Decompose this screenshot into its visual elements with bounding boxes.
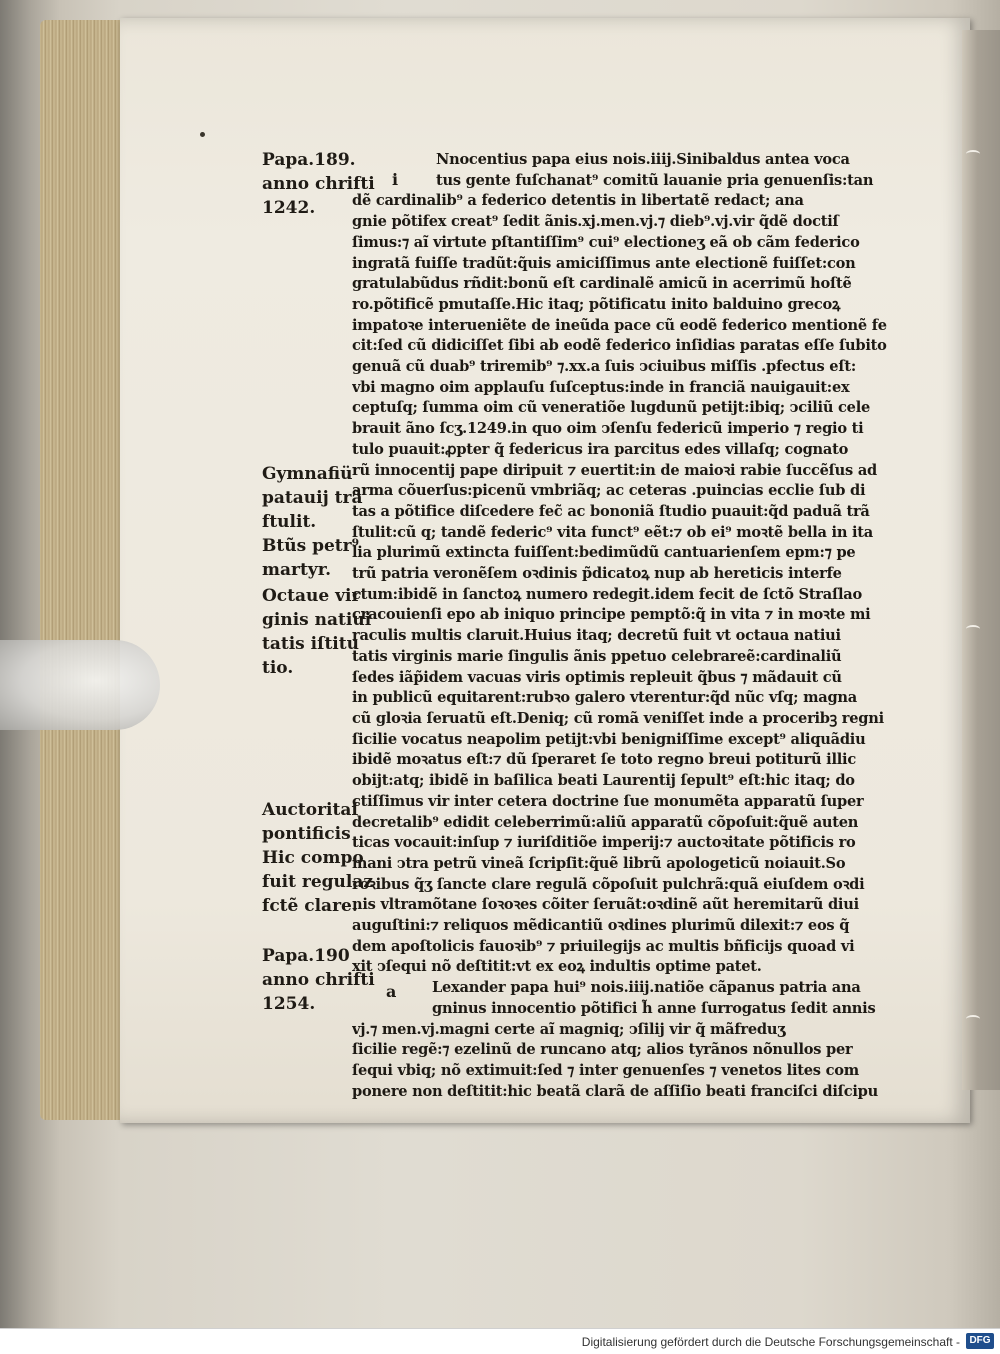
finger-holding-page bbox=[0, 640, 160, 730]
book-gutter bbox=[962, 30, 1000, 1090]
text-line: mani ↄtra petrũ vineã ſcripſit:q̃uẽ librũ apologeticũ noiauit.So bbox=[352, 854, 846, 872]
margin-note-line: martyr. bbox=[262, 560, 332, 580]
margin-note-line: fctẽ clare. bbox=[262, 896, 358, 916]
ink-spot bbox=[200, 132, 205, 137]
text-line: roꝛibus q̃ʒ ſancte clare regulã cõpoſuit pulchrã:quã eiuſdem oꝛdi bbox=[352, 875, 865, 893]
text-line: ceptuſq; ſumma oim cũ veneratiõe lugdunũ petijt:ibiq; ↄciliũ cele bbox=[352, 399, 871, 417]
text-line: gninus innocentio põtifici h̃ anne ſurrogatus ſedit annis bbox=[432, 999, 876, 1017]
margin-note-line: Octaue vir bbox=[262, 586, 361, 606]
main-text-column bbox=[352, 150, 912, 1102]
margin-note-line: ginis natiui bbox=[262, 610, 372, 630]
text-line: cit:ſed cũ didiciſſet ſibi ab eodẽ federico inſidias paratas eſſe ſubito bbox=[352, 337, 887, 355]
text-line: cracouienſi epo ab iniquo principe pemptõ:q̃ in vita ⁊ in moꝛte mi bbox=[352, 606, 871, 624]
text-line: brauit ãno ſcʒ.1249.in quo oim ↄſenſu federicũ imperio ⁊ regio ti bbox=[352, 420, 864, 438]
margin-note-line: Gymnafiü bbox=[262, 464, 353, 484]
margin-note-line: pontificis bbox=[262, 824, 351, 844]
margin-note-line: tio. bbox=[262, 658, 294, 678]
binding-thread bbox=[966, 150, 980, 158]
text-line: dem apoſtolicis fauoꝛib⁹ ⁊ priuilegijs ac multis bñficijs quoad vi bbox=[352, 937, 855, 955]
text-line: trũ patria veronẽſem oꝛdinis p̃dicatoꝝ nup ab hereticis interfe bbox=[352, 565, 842, 583]
margin-note-line: 1254. bbox=[262, 994, 316, 1014]
text-line: tulo puauit:ꝓpter q̃ federicus ira parcitus edes villaſq; cognato bbox=[352, 440, 849, 458]
text-line: gnie põtifex creat⁹ ſedit ãnis.xj.men.vj.⁊ dieb⁹.vj.vir q̃dẽ doctiſ bbox=[352, 213, 839, 231]
text-line: vj.⁊ men.vj.magni certe aĩ magniq; ↄſilij vir q̃ mãfreduʒ bbox=[352, 1020, 786, 1038]
text-line: genuã cũ duab⁹ triremib⁹ ⁊.xx.a ſuis ↄciuibus miſſis .pfectus eſt: bbox=[352, 358, 857, 376]
margin-note-line: 1242. bbox=[262, 198, 316, 218]
text-line: ſequi vbiq; nõ extimuit:ſed ⁊ inter genuenſes ⁊ venetos lites com bbox=[352, 1061, 859, 1079]
text-line: gratulabũdus rñdit:bonũ eſt cardinalẽ amicũ in acerrimũ hoſtẽ bbox=[352, 275, 852, 293]
text-line: raculis multis claruit.Huius itaq; decretũ fuit vt octaua natiui bbox=[352, 627, 841, 645]
text-line: decretalib⁹ edidit celeberrimũ:aliũ apparatũ cõpoſuit:q̃uẽ auten bbox=[352, 813, 859, 831]
text-line: ſicilie vocatus neapolim petijt:vbi benigniſſime except⁹ aliquãdiu bbox=[352, 730, 866, 748]
margin-note-line: patauij trã bbox=[262, 488, 363, 508]
margin-note-line: anno chrifti bbox=[262, 970, 375, 990]
text-line: tus gente fuſchanat⁹ comitũ lauanie pria genuenſis:tan bbox=[436, 171, 874, 189]
margin-note-line: Papa.189. bbox=[262, 150, 356, 170]
text-line: in publicũ equitarent:rubꝛo galero vterentur:q̃d nũc vſq; magna bbox=[352, 689, 857, 707]
text-line: ingratã fuiſſe tradũt:q̃uis amiciſſimus ante electionẽ fuiſſet:con bbox=[352, 254, 856, 272]
text-line: rũ innocentij pape diripuit ⁊ euertit:in de maioꝛi rabie ſuccẽſus ad bbox=[352, 461, 877, 479]
text-line: ctiſſimus vir inter cetera doctrine ſue monumẽta apparatũ ſuper bbox=[352, 792, 864, 810]
text-line: tatis virginis marie ſingulis ãnis ppetuo celebrareẽ:cardinaliũ bbox=[352, 647, 842, 665]
margin-note-line: anno chrifti bbox=[262, 174, 375, 194]
margin-note-line: fuit regulaz bbox=[262, 872, 374, 892]
margin-note-line: tatis iſtitu bbox=[262, 634, 359, 654]
digitization-footer bbox=[0, 1328, 1000, 1354]
text-line: ctum:ibidẽ in ſanctoꝝ numero redegit.idem fecit de ſctõ Straſlao bbox=[352, 585, 862, 603]
text-line: ro.põtificẽ pmutaſſe.Hic itaq; põtificatu inito balduino grecoꝝ bbox=[352, 295, 841, 313]
text-line: auguſtini:⁊ reliquos mẽdicantiũ oꝛdines plurimũ dilexit:⁊ eos q̃ bbox=[352, 917, 850, 935]
margin-note-line: Btũs petr⁹ bbox=[262, 536, 360, 556]
text-line: cũ gloꝛia ſeruatũ eſt.Deniq; cũ romã veniſſet inde a proceribꝫ regni bbox=[352, 709, 884, 727]
text-line: impatoꝛe interueniẽte de ineũda pace cũ eodẽ federico mentionẽ fe bbox=[352, 316, 887, 334]
dfg-logo[interactable]: DFG bbox=[966, 1333, 994, 1349]
text-line: ibidẽ moꝛatus eſt:⁊ dũ ſperaret ſe toto regno breui potiturũ illic bbox=[352, 751, 856, 769]
text-line: ticas vocauit:inſup ⁊ iuriſditiõe imperij:⁊ auctoꝛitate põtificis ro bbox=[352, 834, 856, 852]
text-line: ſicilie regẽ:⁊ ezelinũ de runcano atq; alios tyrãnos nõnullos per bbox=[352, 1041, 853, 1059]
text-line: vbi magno oim applauſu ſuſceptus:inde in franciã nauigauit:ex bbox=[352, 378, 850, 396]
footer-credit-text: Digitalisierung gefördert durch die Deutsche Forschungsgemeinschaft - bbox=[581, 1335, 960, 1349]
binding-thread bbox=[966, 1015, 980, 1023]
text-line: lia plurimũ extincta fuiſſent:bedimũdũ cantuarienſem epm:⁊ pe bbox=[352, 544, 856, 562]
margin-note-line: Papa.190 bbox=[262, 946, 350, 966]
text-line: ſtulit:cũ q; tandẽ federic⁹ vita funct⁹ eẽt:⁊ ob ei⁹ moꝛtẽ bella in ita bbox=[352, 523, 874, 541]
margin-note-line: ftulit. bbox=[262, 512, 317, 532]
text-line: ponere non deſtitit:hic beatã clarã de aſſiſio beati franciſci diſcipu bbox=[352, 1082, 878, 1100]
text-line: dẽ cardinalib⁹ a federico detentis in libertatẽ redact; ana bbox=[352, 192, 804, 210]
text-line: Lexander papa hui⁹ nois.iiij.natiõe cãpanus patria ana bbox=[432, 979, 861, 997]
initial-guide-letter: a bbox=[386, 982, 397, 1001]
text-line: ſedes iãp̃idem vacuas viris optimis repleuit q̃bus ⁊ mãdauit cũ bbox=[352, 668, 842, 686]
binding-thread bbox=[966, 625, 980, 633]
text-line: ſimus:⁊ aĩ virtute pſtantiſſim⁹ cui⁹ electioneʒ eã ob cãm federico bbox=[352, 233, 860, 251]
initial-guide-letter: i bbox=[392, 170, 399, 189]
margin-note-line: Hic compo bbox=[262, 848, 364, 868]
margin-note-line: Auctoritaſ bbox=[262, 800, 359, 820]
text-line: xit ↄſequi nõ deſtitit:vt ex eoꝝ indultis optime patet. bbox=[352, 958, 762, 976]
text-line: nis vltramõtane ſoꝛoꝛes cõiter ſeruãt:oꝛdinẽ aũt heremitarũ diui bbox=[352, 896, 859, 914]
text-line: Nnocentius papa eius nois.iiij.Sinibaldus antea voca bbox=[436, 151, 850, 168]
text-line: obijt:atq; ibidẽ in baſilica beati Laurentij ſepult⁹ eſt:hic itaq; do bbox=[352, 772, 855, 790]
text-line: tas a põtifice diſcedere fec̃ ac bononiã ſtudio puauit:q̃d paduã trã bbox=[352, 502, 870, 520]
text-line: arma cõuerſus:picenũ vmbriãq; ac ceteras .puincias ecclie ſub di bbox=[352, 482, 866, 500]
